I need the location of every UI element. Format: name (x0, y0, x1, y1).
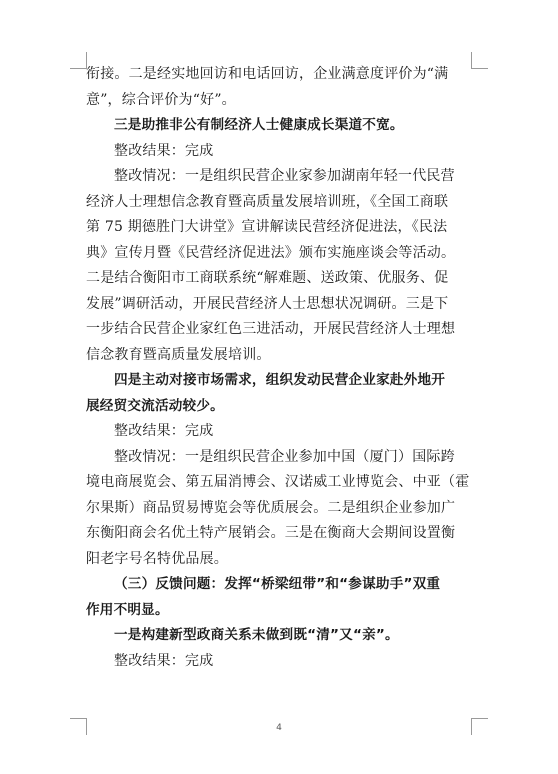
result-label: 整改结果：完成 (114, 652, 214, 669)
text-line: 典》宣传月暨《民营经济促进法》颁布实施座谈会等活动。 (86, 244, 456, 261)
result-label: 整改结果：完成 (114, 142, 214, 159)
text-line: 东衡阳商会名优土特产展销会。三是在衡商大会期间设置衡 (86, 525, 456, 541)
text-line: 意”，综合评价为“好”。 (86, 91, 236, 108)
text-line: 整改情况：一是组织民营企业参加中国（厦门）国际跨 (114, 448, 455, 465)
text-line: 二是结合衡阳市工商联系统“解难题、送政策、优服务、促 (86, 270, 449, 286)
text-line: 境电商展览会、第五届消博会、汉诺威工业博览会、中亚（霍 (86, 474, 470, 490)
text-line: 尔果斯）商品贸易博览会等优质展会。二是组织企业参加广 (86, 499, 456, 516)
feedback-heading: （三）反馈问题：发挥“桥梁纽带”和“参谋助手”双重 (114, 576, 441, 592)
crop-mark-top-left (70, 52, 87, 69)
text-line: 经济人士理想信念教育暨高质量发展培训班，《全国工商联 (86, 193, 449, 210)
text-line: 发展”调研活动，开展民营经济人士思想状况调研。三是下 (86, 295, 449, 312)
text-line: 整改情况：一是组织民营企业家参加湖南年轻一代民营 (114, 168, 455, 184)
text-line: 第 75 期德胜门大讲堂》宣讲解读民营经济促进法，《民法 (86, 219, 448, 235)
feedback-heading-continued: 作用不明显。 (86, 601, 169, 618)
page-number: 4 (276, 723, 282, 733)
text-line: 衔接。二是经实地回访和电话回访，企业满意度评价为“满 (86, 66, 449, 82)
text-line: 阳老字号名特优品展。 (86, 550, 228, 567)
section-heading: 三是助推非公有制经济人士健康成长渠道不宽。 (114, 117, 404, 133)
section-heading: 一是构建新型政商关系未做到既“清”又“亲”。 (114, 627, 399, 643)
result-label: 整改结果：完成 (114, 423, 214, 439)
document-body (86, 62, 474, 674)
text-line: 信念教育暨高质量发展培训。 (86, 346, 271, 363)
section-heading: 四是主动对接市场需求，组织发动民营企业家赴外地开 (114, 372, 446, 388)
text-line: 一步结合民营企业家红色三进活动，开展民营经济人士理想 (86, 321, 456, 337)
section-heading-continued: 展经贸交流活动较少。 (86, 397, 224, 414)
